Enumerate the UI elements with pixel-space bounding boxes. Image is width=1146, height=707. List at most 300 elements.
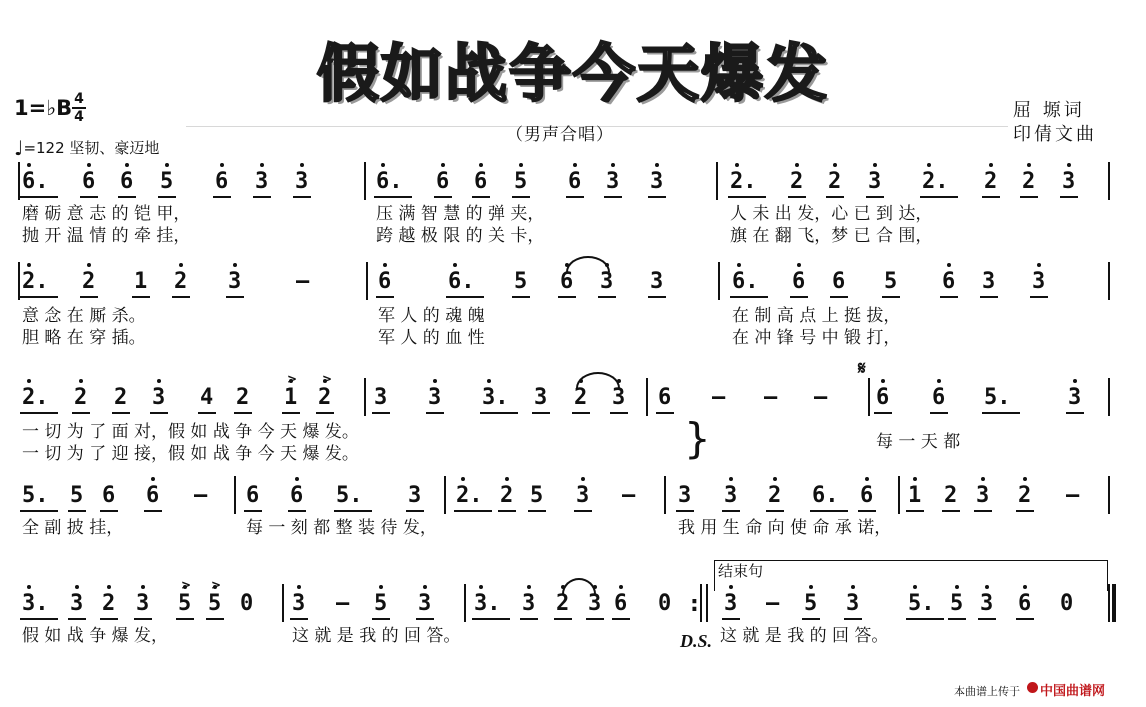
note: 3	[846, 591, 860, 616]
note: –	[296, 269, 310, 294]
note: 2	[500, 483, 514, 508]
note: –	[814, 385, 828, 410]
note: –	[1066, 483, 1080, 508]
underline	[1016, 510, 1034, 512]
underline	[610, 412, 628, 414]
underline	[454, 510, 492, 512]
underline	[788, 196, 806, 198]
octave-dot	[937, 379, 941, 383]
lyric-line: 每 一 刻 都 整 装 待 发，	[246, 518, 437, 538]
barline	[364, 378, 366, 416]
time-top: 4	[74, 91, 84, 107]
note: 6	[560, 269, 574, 294]
lyric-line: 压 满 智 慧 的 弹 夹，	[376, 204, 545, 224]
note: 3	[152, 385, 166, 410]
note: 3	[522, 591, 536, 616]
final-barline	[1112, 584, 1116, 622]
note: –	[194, 483, 208, 508]
note: 3	[255, 169, 269, 194]
underline	[1060, 196, 1078, 198]
note: 6	[290, 483, 304, 508]
underline	[942, 510, 960, 512]
underline	[940, 296, 958, 298]
octave-dot	[735, 163, 739, 167]
note: 2	[102, 591, 116, 616]
note: 5	[208, 591, 222, 616]
note: 3	[612, 385, 626, 410]
underline	[20, 196, 58, 198]
barline	[1108, 476, 1110, 514]
note: 0	[240, 591, 254, 616]
barline	[868, 378, 870, 416]
note: 6.	[376, 169, 403, 194]
octave-dot	[75, 585, 79, 589]
lyric-line: 胆 略 在 穿 插。	[22, 328, 146, 348]
underline	[810, 510, 848, 512]
note: 6	[378, 269, 392, 294]
octave-dot	[141, 585, 145, 589]
underline	[293, 196, 311, 198]
underline	[372, 412, 390, 414]
underline	[974, 510, 992, 512]
underline	[948, 618, 966, 620]
underline	[980, 296, 998, 298]
composer: 印倩文曲	[1013, 124, 1097, 145]
octave-dot	[1073, 379, 1077, 383]
octave-dot	[300, 163, 304, 167]
underline	[434, 196, 452, 198]
octave-dot	[125, 163, 129, 167]
underline	[244, 510, 262, 512]
note: 3	[868, 169, 882, 194]
underline	[226, 296, 244, 298]
underline	[676, 510, 694, 512]
octave-dot	[479, 585, 483, 589]
octave-dot	[383, 263, 387, 267]
note: 6	[792, 269, 806, 294]
site-logo: 中国曲谱网	[1040, 684, 1106, 699]
octave-dot	[655, 163, 659, 167]
underline	[906, 510, 924, 512]
note: 3	[600, 269, 614, 294]
note: 6	[932, 385, 946, 410]
underline	[866, 196, 884, 198]
underline	[572, 412, 590, 414]
underline	[20, 296, 58, 298]
underline	[574, 510, 592, 512]
underline	[282, 412, 300, 414]
note: 3	[1032, 269, 1046, 294]
underline	[906, 618, 944, 620]
underline	[290, 618, 308, 620]
underline	[176, 618, 194, 620]
accent-icon: >	[181, 578, 192, 592]
note: 2.	[456, 483, 483, 508]
underline	[1066, 412, 1084, 414]
underline	[198, 412, 216, 414]
note: 6	[474, 169, 488, 194]
note: 5	[514, 169, 528, 194]
ending-label: 结束句	[718, 562, 764, 580]
underline	[656, 412, 674, 414]
octave-dot	[27, 379, 31, 383]
underline	[480, 412, 518, 414]
note: 6.	[732, 269, 759, 294]
note: 3.	[22, 591, 49, 616]
underline	[858, 510, 876, 512]
underline	[374, 196, 412, 198]
underline	[512, 296, 530, 298]
underline	[1016, 618, 1034, 620]
accent-icon: >	[287, 372, 298, 386]
note: 3	[295, 169, 309, 194]
note: 2	[556, 591, 570, 616]
barline	[1108, 262, 1110, 300]
octave-dot	[107, 585, 111, 589]
note: 2	[944, 483, 958, 508]
site-logo-icon	[1027, 682, 1038, 693]
underline	[802, 618, 820, 620]
note: 5.	[336, 483, 363, 508]
barline	[234, 476, 236, 514]
underline	[648, 196, 666, 198]
octave-dot	[297, 585, 301, 589]
note: 2	[574, 385, 588, 410]
lyric-line: 假 如 战 争 爆 发，	[22, 626, 169, 646]
underline	[586, 618, 604, 620]
underline	[172, 296, 190, 298]
note: 6	[120, 169, 134, 194]
note: 6.	[448, 269, 475, 294]
barline	[700, 584, 702, 622]
note: 2	[82, 269, 96, 294]
note: 3	[374, 385, 388, 410]
note: 6	[614, 591, 628, 616]
accent-icon: >	[211, 578, 222, 592]
note: 6.	[22, 169, 49, 194]
underline	[472, 196, 490, 198]
octave-dot	[833, 163, 837, 167]
note: 6	[1018, 591, 1032, 616]
octave-dot	[453, 263, 457, 267]
underline	[978, 618, 996, 620]
lyric-line: 这 就 是 我 的 回 答。	[720, 626, 889, 646]
underline	[100, 510, 118, 512]
underline	[558, 296, 576, 298]
note: 3	[588, 591, 602, 616]
note: 5	[950, 591, 964, 616]
underline	[80, 296, 98, 298]
note: 2	[174, 269, 188, 294]
underline	[766, 510, 784, 512]
note: 5	[178, 591, 192, 616]
octave-dot	[433, 379, 437, 383]
underline	[566, 196, 584, 198]
octave-dot	[581, 477, 585, 481]
note: 4	[200, 385, 214, 410]
underline	[826, 196, 844, 198]
note: 5.	[22, 483, 49, 508]
underline	[472, 618, 510, 620]
note: 3	[136, 591, 150, 616]
octave-dot	[87, 263, 91, 267]
note: 6	[942, 269, 956, 294]
note: 3	[70, 591, 84, 616]
octave-dot	[611, 163, 615, 167]
underline	[528, 510, 546, 512]
slur	[566, 256, 610, 272]
underline	[844, 618, 862, 620]
underline	[80, 196, 98, 198]
lyric-line: 跨 越 极 限 的 关 卡，	[376, 226, 545, 246]
octave-dot	[379, 585, 383, 589]
lyric-line: 每 一 天 都	[876, 432, 961, 452]
barline	[1108, 162, 1110, 200]
underline	[406, 510, 424, 512]
note: 3	[428, 385, 442, 410]
octave-dot	[797, 263, 801, 267]
note: 2	[984, 169, 998, 194]
underline	[416, 618, 434, 620]
lyric-line: 旗 在 翻 飞，梦 已 合 围，	[730, 226, 933, 246]
segno-icon: 𝄋	[858, 358, 866, 379]
underline	[288, 510, 306, 512]
octave-dot	[865, 477, 869, 481]
underline	[112, 412, 130, 414]
note: –	[336, 591, 350, 616]
note: 2.	[922, 169, 949, 194]
underline	[830, 296, 848, 298]
underline	[20, 510, 58, 512]
note: 1	[284, 385, 298, 410]
note: –	[622, 483, 636, 508]
octave-dot	[881, 379, 885, 383]
lyric-line: 意 念 在 厮 杀。	[22, 306, 146, 326]
octave-dot	[260, 163, 264, 167]
note: 3	[408, 483, 422, 508]
note: 6	[215, 169, 229, 194]
octave-dot	[487, 379, 491, 383]
octave-dot	[1067, 163, 1071, 167]
underline	[100, 618, 118, 620]
barline	[366, 262, 368, 300]
underline	[790, 296, 808, 298]
octave-dot	[27, 585, 31, 589]
note: 6	[246, 483, 260, 508]
underline	[520, 618, 538, 620]
note: 6	[860, 483, 874, 508]
underline	[234, 412, 252, 414]
subtitle: （男声合唱）	[506, 125, 614, 145]
note: 1	[908, 483, 922, 508]
underline	[372, 618, 390, 620]
note: 5	[884, 269, 898, 294]
footer-text: 本曲谱上传于	[954, 685, 1020, 698]
ending-bracket	[714, 560, 1108, 591]
underline	[1020, 196, 1038, 198]
lyric-line: 这 就 是 我 的 回 答。	[292, 626, 461, 646]
quarter-note-icon: ♩	[14, 136, 24, 160]
note: 3	[980, 591, 994, 616]
octave-dot	[295, 477, 299, 481]
note: 2	[1022, 169, 1036, 194]
lyric-line: 我 用 生 命 向 使 命 承 诺，	[678, 518, 892, 538]
lyric-line: 磨 砺 意 志 的 铠 甲，	[22, 204, 191, 224]
note: 3	[418, 591, 432, 616]
note: 3.	[482, 385, 509, 410]
octave-dot	[773, 477, 777, 481]
underline	[874, 412, 892, 414]
underline	[206, 618, 224, 620]
time-bottom: 4	[74, 109, 84, 125]
note: 2	[318, 385, 332, 410]
underline	[20, 618, 58, 620]
tempo-expression: 坚韧、豪迈地	[69, 139, 160, 157]
note: 0	[658, 591, 672, 616]
octave-dot	[913, 477, 917, 481]
barline	[282, 584, 284, 622]
underline	[150, 412, 168, 414]
lyric-line: 人 未 出 发，心 已 到 达，	[730, 204, 933, 224]
note: 3	[724, 483, 738, 508]
underline	[376, 296, 394, 298]
underline	[598, 296, 616, 298]
note: 2	[74, 385, 88, 410]
lyric-line: 在 制 高 点 上 挺 拔，	[732, 306, 901, 326]
underline	[882, 296, 900, 298]
octave-dot	[165, 163, 169, 167]
note: 3	[292, 591, 306, 616]
underline	[532, 412, 550, 414]
score-title: 假如战争今天爆发	[316, 37, 829, 110]
underline	[158, 196, 176, 198]
underline	[982, 196, 1000, 198]
note: 3	[650, 169, 664, 194]
underline	[1030, 296, 1048, 298]
lyric-line: 在 冲 锋 号 中 锻 打，	[732, 328, 901, 348]
underline	[144, 510, 162, 512]
underline	[920, 196, 958, 198]
octave-dot	[381, 163, 385, 167]
note: 3	[724, 591, 738, 616]
note: 2.	[730, 169, 757, 194]
note: 2	[236, 385, 250, 410]
octave-dot	[737, 263, 741, 267]
octave-dot	[873, 163, 877, 167]
note: 6	[658, 385, 672, 410]
accent-icon: >	[322, 372, 333, 386]
octave-dot	[573, 163, 577, 167]
note: 5	[374, 591, 388, 616]
underline	[728, 196, 766, 198]
octave-dot	[519, 163, 523, 167]
underline	[118, 196, 136, 198]
note: 3	[976, 483, 990, 508]
barline	[898, 476, 900, 514]
octave-dot	[479, 163, 483, 167]
underline	[722, 618, 740, 620]
octave-dot	[981, 477, 985, 481]
note: 6	[82, 169, 96, 194]
underline	[930, 412, 948, 414]
octave-dot	[179, 263, 183, 267]
underline	[446, 296, 484, 298]
underline	[20, 412, 58, 414]
note: 2.	[22, 269, 49, 294]
underline	[134, 618, 152, 620]
time-signature	[72, 92, 86, 124]
note: 5	[804, 591, 818, 616]
note: 2	[828, 169, 842, 194]
note: 5.	[984, 385, 1011, 410]
underline	[316, 412, 334, 414]
note: 2	[1018, 483, 1032, 508]
note: 5	[70, 483, 84, 508]
barline	[664, 476, 666, 514]
note: 2	[114, 385, 128, 410]
barline	[706, 584, 708, 622]
octave-dot	[1023, 477, 1027, 481]
brace-icon: }	[684, 414, 711, 463]
repeat-sign: :	[690, 592, 699, 617]
octave-dot	[795, 163, 799, 167]
barline	[364, 162, 366, 200]
note: 5	[514, 269, 528, 294]
octave-dot	[423, 585, 427, 589]
note: 3.	[474, 591, 501, 616]
octave-dot	[1037, 263, 1041, 267]
note: 6	[568, 169, 582, 194]
barline	[18, 262, 20, 300]
underline	[334, 510, 372, 512]
octave-dot	[27, 263, 31, 267]
octave-dot	[151, 477, 155, 481]
note: –	[764, 385, 778, 410]
barline	[444, 476, 446, 514]
slur	[576, 372, 620, 388]
barline	[716, 162, 718, 200]
octave-dot	[989, 163, 993, 167]
underline	[68, 618, 86, 620]
note: 3	[1062, 169, 1076, 194]
octave-dot	[527, 585, 531, 589]
octave-dot	[729, 477, 733, 481]
note: 6	[102, 483, 116, 508]
note: 6	[436, 169, 450, 194]
note: 6	[876, 385, 890, 410]
tempo-value: =122	[23, 139, 65, 157]
underline	[498, 510, 516, 512]
underline	[72, 412, 90, 414]
underline	[612, 618, 630, 620]
octave-dot	[947, 263, 951, 267]
octave-dot	[461, 477, 465, 481]
underline	[648, 296, 666, 298]
octave-dot	[157, 379, 161, 383]
underline	[554, 618, 572, 620]
note: 3	[534, 385, 548, 410]
lyric-line: 军 人 的 血 性	[378, 328, 485, 348]
underline	[722, 510, 740, 512]
underline	[426, 412, 444, 414]
tempo-marking	[14, 136, 159, 160]
lyric-line: 抛 开 温 情 的 牵 挂，	[22, 226, 191, 246]
octave-dot	[441, 163, 445, 167]
key-signature: 1=♭B	[14, 96, 73, 120]
note: 5	[530, 483, 544, 508]
note: 3	[576, 483, 590, 508]
barline	[464, 584, 466, 622]
